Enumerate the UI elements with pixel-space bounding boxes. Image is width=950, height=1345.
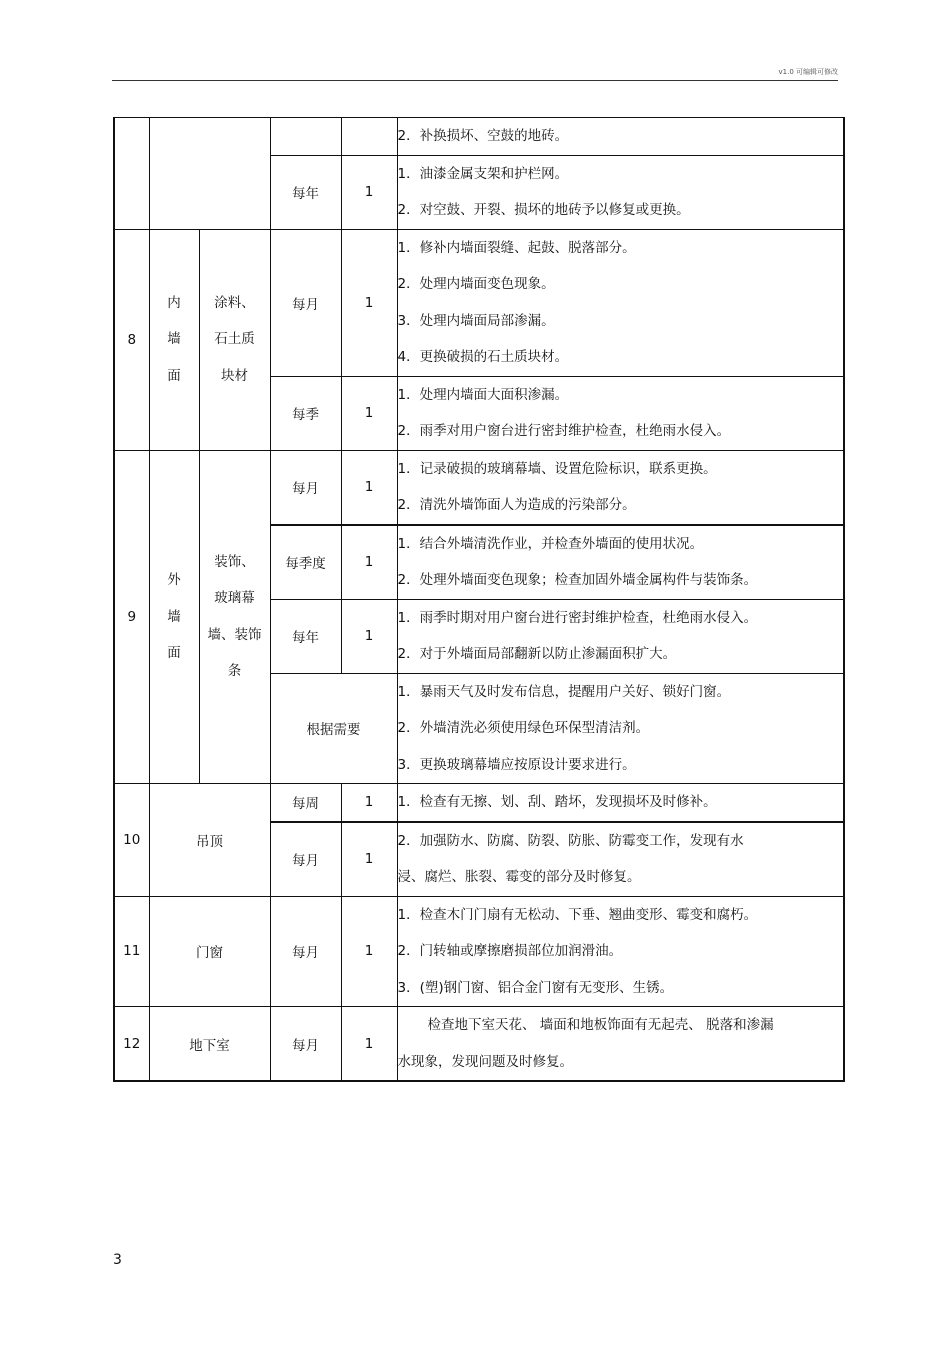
count-cell: 1 bbox=[341, 376, 397, 450]
count-cell: 1 bbox=[341, 155, 397, 229]
freq-cell: 每年 bbox=[270, 599, 341, 673]
item-name-cell bbox=[149, 229, 199, 450]
item-name-char: 面 bbox=[167, 645, 181, 661]
row-number-cell: 9 bbox=[114, 450, 149, 784]
item-name-cell bbox=[149, 450, 199, 784]
row-number-cell: 12 bbox=[114, 1007, 149, 1082]
count-cell: 1 bbox=[341, 896, 397, 1007]
content-line: 2．加强防水、防腐、防裂、防胀、防霉变工作，发现有水 bbox=[397, 832, 744, 849]
material-line: 块材 bbox=[221, 367, 248, 384]
content-cell bbox=[397, 673, 844, 784]
item-name-cell: 吊顶 bbox=[149, 784, 270, 897]
content-cell bbox=[397, 784, 844, 822]
row-number-cell: 8 bbox=[114, 229, 149, 450]
row-number-cell bbox=[114, 118, 149, 230]
content-cell bbox=[397, 525, 844, 600]
content-line: 2．处理内墙面变色现象。 bbox=[397, 276, 555, 292]
count-cell: 1 bbox=[341, 599, 397, 673]
table-row bbox=[114, 229, 844, 376]
content-line: 1．雨季时期对用户窗台进行密封维护检查，杜绝雨水侵入。 bbox=[397, 609, 758, 626]
content-line: 检查地下室天花、 墙面和地板饰面有无起壳、 脱落和渗漏 bbox=[427, 1017, 774, 1033]
material-cell bbox=[199, 229, 270, 450]
item-name-char: 墙 bbox=[167, 331, 181, 348]
freq-cell: 每月 bbox=[270, 1007, 341, 1082]
freq-cell: 每季度 bbox=[270, 525, 341, 600]
content-line: 水现象，发现问题及时修复。 bbox=[397, 1053, 573, 1070]
freq-cell bbox=[270, 118, 341, 156]
header-note: v1.0 可编辑可修改 bbox=[778, 68, 838, 76]
count-cell: 1 bbox=[341, 229, 397, 376]
content-cell bbox=[397, 822, 844, 897]
content-cell bbox=[397, 376, 844, 450]
content-line: 3．(塑)钢门窗、铝合金门窗有无变形、生锈。 bbox=[397, 979, 674, 996]
item-name-char: 外 bbox=[167, 572, 181, 588]
row-number-cell: 10 bbox=[114, 784, 149, 897]
table-row bbox=[114, 118, 844, 156]
content-line: 1．检查有无擦、划、刮、踏坏，发现损坏及时修补。 bbox=[397, 794, 717, 810]
material-line: 玻璃幕 bbox=[214, 590, 255, 607]
item-name-cell bbox=[149, 118, 270, 230]
material-line: 墙、装饰 bbox=[207, 626, 262, 643]
freq-cell: 每月 bbox=[270, 822, 341, 897]
count-cell bbox=[341, 118, 397, 156]
content-cell bbox=[397, 1007, 844, 1082]
count-cell: 1 bbox=[341, 450, 397, 525]
content-line: 2．处理外墙面变色现象；检查加固外墙金属构件与装饰条。 bbox=[397, 572, 758, 588]
content-line: 3．处理内墙面局部渗漏。 bbox=[397, 312, 555, 329]
content-line: 2．对于外墙面局部翻新以防止渗漏面积扩大。 bbox=[397, 646, 677, 662]
content-line: 2．外墙清洗必须使用绿色环保型清洁剂。 bbox=[397, 720, 650, 736]
content-line: 2．清洗外墙饰面人为造成的污染部分。 bbox=[397, 497, 636, 513]
freq-cell: 每月 bbox=[270, 229, 341, 376]
table-row bbox=[114, 784, 844, 822]
material-line: 条 bbox=[227, 663, 242, 680]
content-cell bbox=[397, 118, 844, 156]
count-cell: 1 bbox=[341, 525, 397, 600]
item-name-char: 内 bbox=[167, 294, 181, 311]
content-line: 2．补换损坏、空鼓的地砖。 bbox=[397, 128, 569, 144]
freq-cell: 每季 bbox=[270, 376, 341, 450]
content-line: 1．结合外墙清洗作业，并检查外墙面的使用状况。 bbox=[397, 535, 704, 552]
table-row bbox=[114, 896, 844, 1007]
content-line: 1．油漆金属支架和护栏网。 bbox=[397, 165, 569, 182]
table-row bbox=[114, 450, 844, 525]
content-line: 浸、腐烂、胀裂、霉变的部分及时修复。 bbox=[397, 869, 641, 885]
content-cell bbox=[397, 896, 844, 1007]
item-name-char: 墙 bbox=[167, 608, 181, 625]
freq-cell: 根据需要 bbox=[270, 673, 397, 784]
item-name-cell: 门窗 bbox=[149, 896, 270, 1007]
content-line: 1．处理内墙面大面积渗漏。 bbox=[397, 386, 569, 403]
material-line: 石土质 bbox=[214, 331, 255, 348]
content-cell bbox=[397, 450, 844, 525]
content-line: 3．更换玻璃幕墙应按原设计要求进行。 bbox=[397, 756, 636, 773]
count-cell: 1 bbox=[341, 784, 397, 822]
content-line: 1．暴雨天气及时发布信息，提醒用户关好、锁好门窗。 bbox=[397, 683, 731, 700]
material-line: 装饰、 bbox=[214, 553, 255, 570]
content-line: 2．门转轴或摩擦磨损部位加润滑油。 bbox=[397, 943, 623, 959]
content-line: 2．雨季对用户窗台进行密封维护检查，杜绝雨水侵入。 bbox=[397, 423, 731, 439]
header-rule bbox=[112, 80, 838, 81]
row-number-cell: 11 bbox=[114, 896, 149, 1007]
maintenance-table bbox=[113, 117, 845, 1082]
material-line: 涂料、 bbox=[214, 294, 255, 311]
item-name-char: 面 bbox=[167, 367, 181, 384]
material-cell bbox=[199, 450, 270, 784]
table-row bbox=[114, 1007, 844, 1082]
freq-cell: 每月 bbox=[270, 450, 341, 525]
content-line: 1．检查木门门扇有无松动、下垂、翘曲变形、霉变和腐朽。 bbox=[397, 906, 758, 923]
content-line: 1．记录破损的玻璃幕墙、设置危险标识，联系更换。 bbox=[397, 460, 717, 477]
item-name-cell: 地下室 bbox=[149, 1007, 270, 1082]
freq-cell: 每月 bbox=[270, 896, 341, 1007]
content-cell bbox=[397, 599, 844, 673]
freq-cell: 每年 bbox=[270, 155, 341, 229]
count-cell: 1 bbox=[341, 1007, 397, 1082]
content-line: 1．修补内墙面裂缝、起鼓、脱落部分。 bbox=[397, 239, 636, 256]
page-number: 3 bbox=[113, 1252, 122, 1268]
content-cell bbox=[397, 155, 844, 229]
count-cell: 1 bbox=[341, 822, 397, 897]
content-line: 4．更换破损的石土质块材。 bbox=[397, 349, 569, 365]
content-line: 2．对空鼓、开裂、损坏的地砖予以修复或更换。 bbox=[397, 202, 690, 218]
content-cell bbox=[397, 229, 844, 376]
freq-cell: 每周 bbox=[270, 784, 341, 822]
